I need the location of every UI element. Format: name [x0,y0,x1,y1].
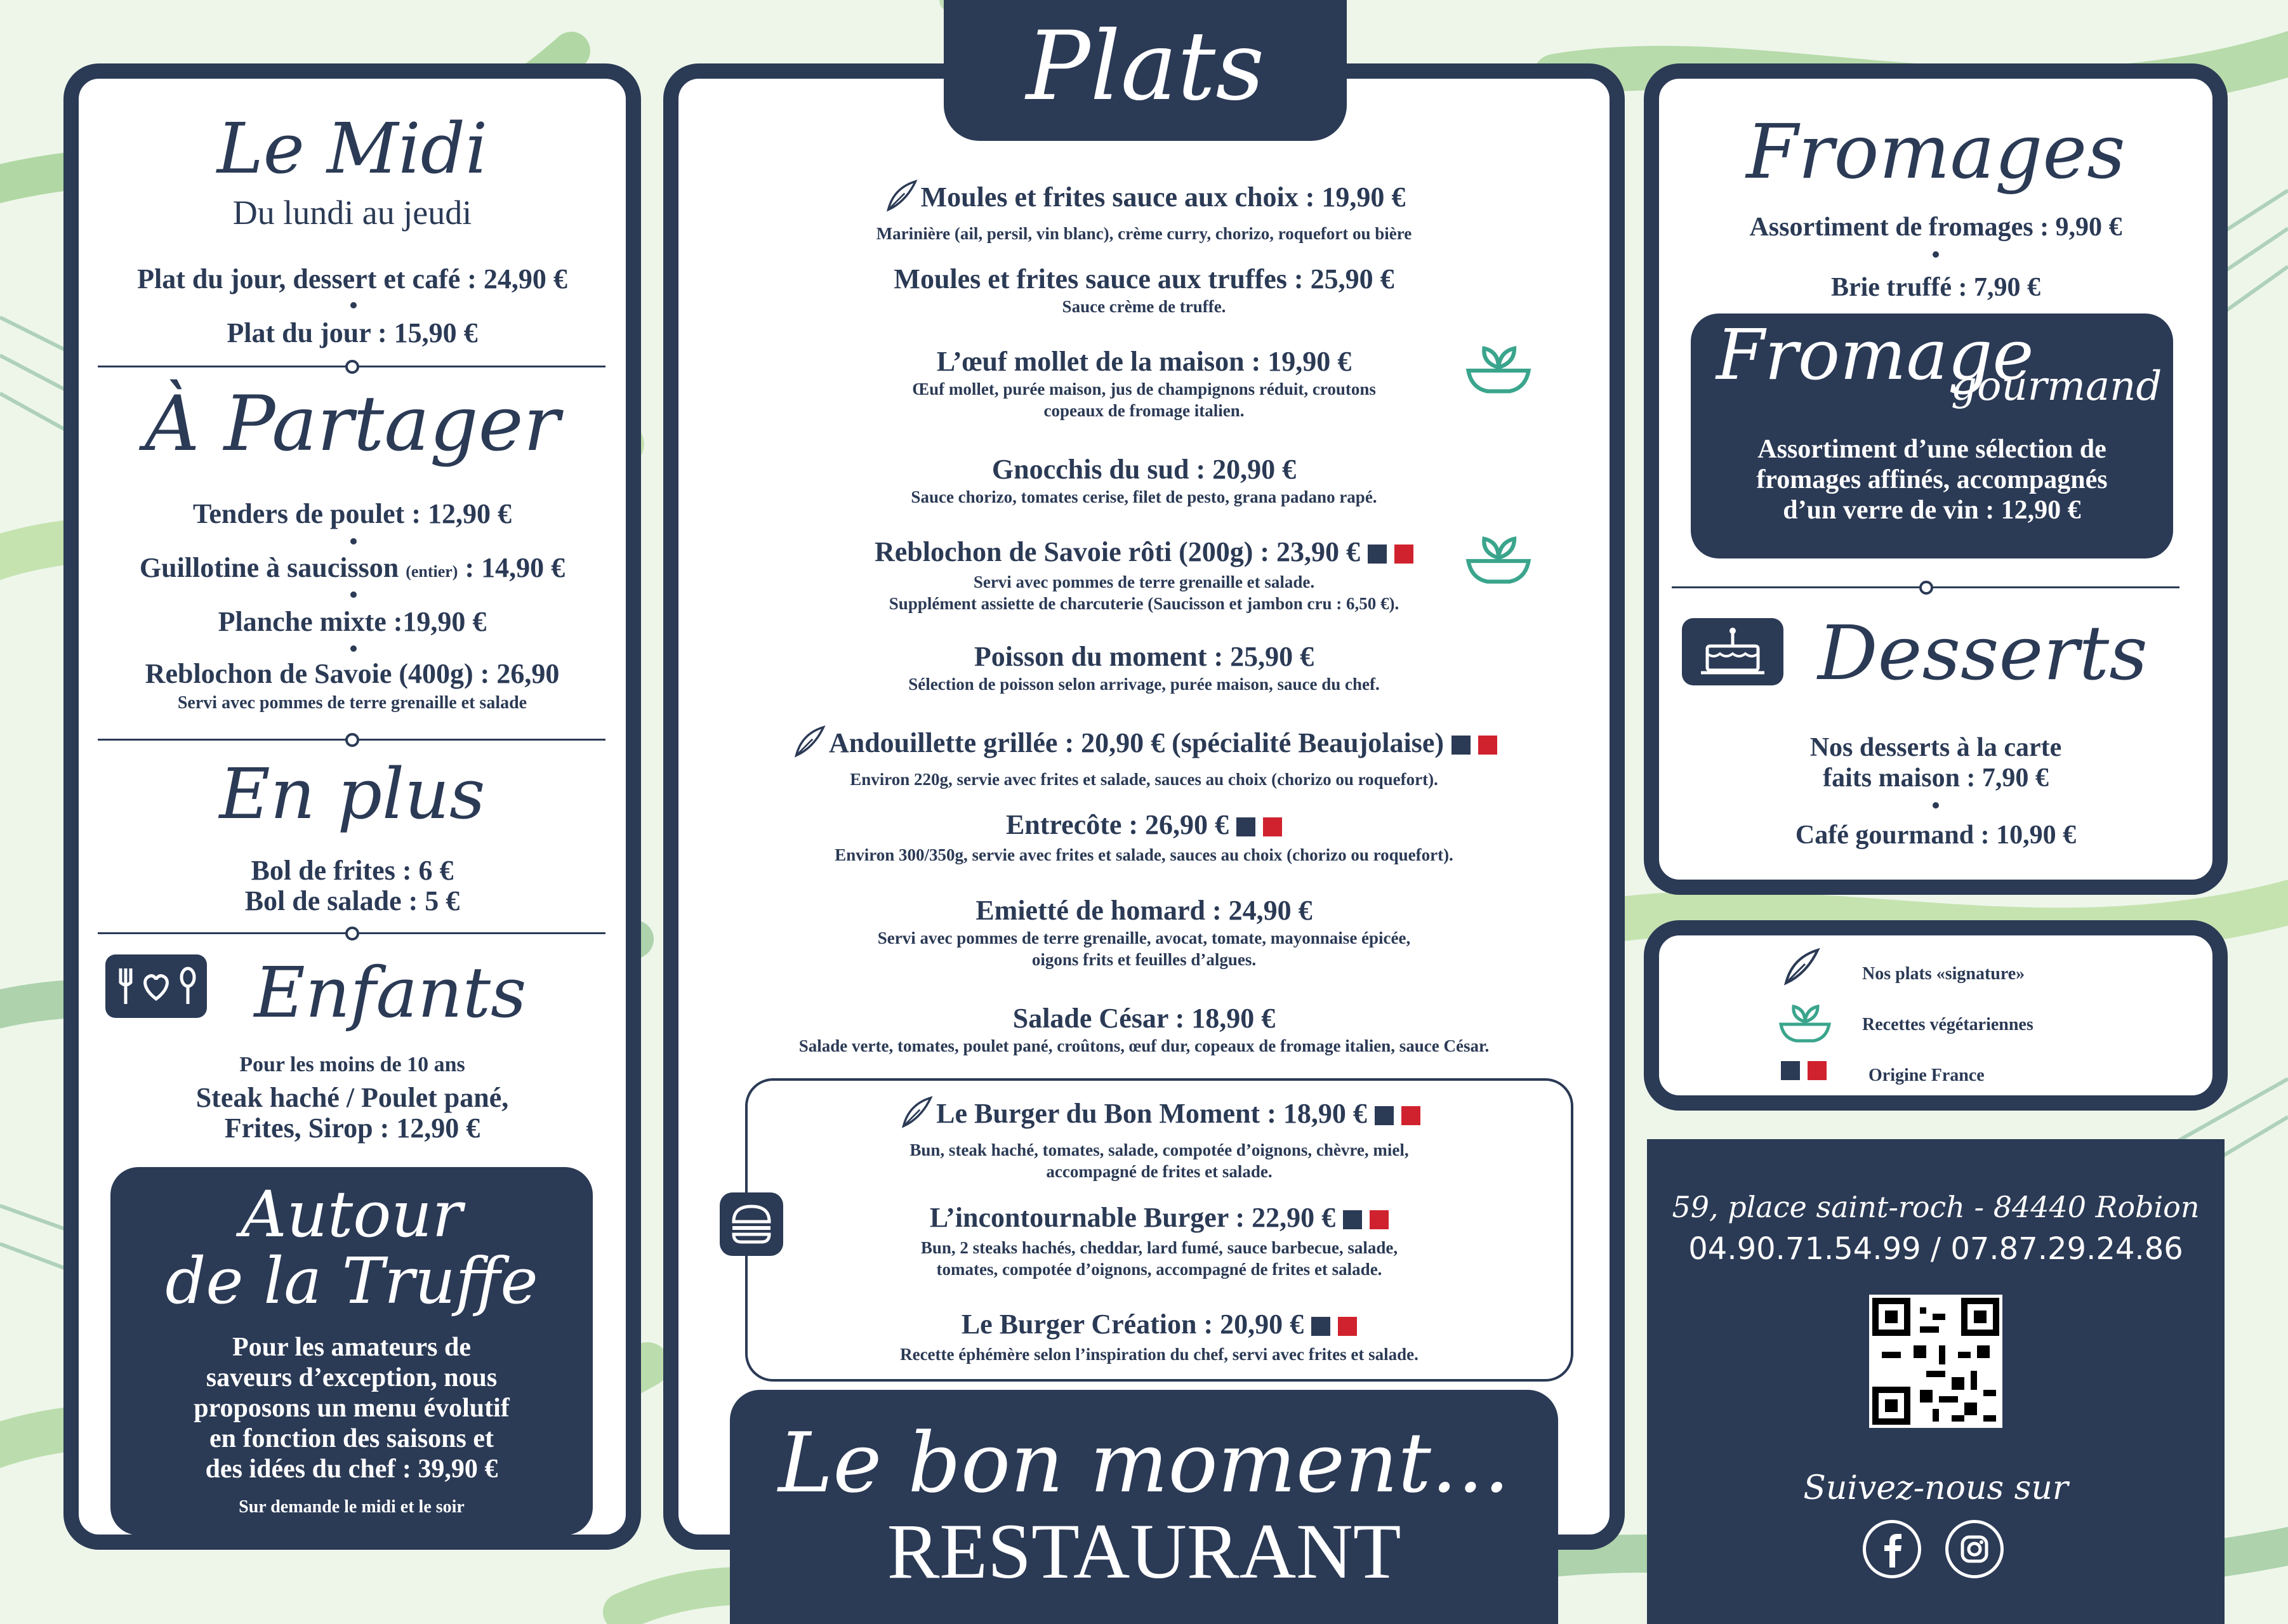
fromages-title: Fromages [1746,108,2126,195]
brand-subtitle: RESTAURANT [887,1508,1401,1595]
partager-title: À Partager [144,380,560,468]
left-panel [63,63,641,1550]
divider [98,739,605,741]
divider [1672,586,2179,588]
partager-item-price: : 14,90 € [458,552,565,583]
dish-description: Marinière (ail, persil, vin blanc), crème curry, chorizo, roquefort ou bière [876,224,1412,243]
legend-veg-label: Recettes végétariennes [1862,1015,2033,1034]
dish-name-text: Andouillette grillée : 20,90 € (spécialité Beaujolaise) [828,727,1445,759]
separator-dot [350,591,357,598]
fromage-gourmand-subtitle: gourmand [1951,363,2162,410]
dish-name-text: L’incontournable Burger : 22,90 € [929,1202,1336,1233]
dish-item [678,453,1610,508]
en-plus-item: Bol de frites : 6 € [251,855,454,886]
enfants-title: Enfants [254,952,527,1033]
vegetarian-bowl-icon [1773,999,1837,1050]
plats-title-tab [944,0,1347,141]
separator-dot [1933,251,1939,258]
dish-description: copeaux de fromage italien. [1043,401,1245,420]
dish-name [678,640,1610,673]
separator-dot [350,645,357,652]
contact-panel [1647,1139,2225,1624]
dish-name [678,453,1610,486]
fromages-desserts-panel [1644,63,2228,895]
dish-item [748,1093,1571,1182]
vegetarian-bowl-icon [1457,339,1540,406]
dish-name-text: Salade César : 18,90 € [1012,1003,1276,1034]
legend-signature-label: Nos plats «signature» [1862,964,2025,984]
partager-item: Reblochon de Savoie (400g) : 26,90 [145,658,560,689]
dish-item [678,723,1610,790]
dish-description: Sauce crème de truffe. [1062,297,1226,316]
vegetarian-bowl-icon [1457,529,1540,596]
midi-subtitle: Du lundi au jeudi [232,194,472,232]
truffe-note: Sur demande le midi et le soir [239,1497,465,1517]
dish-name-text: Le Burger du Bon Moment : 18,90 € [936,1098,1367,1130]
truffe-text: saveurs d’exception, nous [206,1363,498,1392]
dish-description: Environ 300/350g, servie avec frites et salade, sauces au choix (chorizo ou roquefort). [835,845,1453,864]
dish-name-text: Moules et frites sauce aux truffes : 25,90 € [894,263,1394,294]
enfants-line: Frites, Sirop : 12,90 € [224,1112,480,1144]
dish-name-text: Gnocchis du sud : 20,90 € [991,454,1297,485]
dish-item [678,177,1610,244]
dish-item [748,1201,1571,1280]
partager-item-small: (entier) [406,562,458,581]
separator-dot [350,538,357,545]
dish-description: Bun, 2 steaks hachés, cheddar, lard fumé, sauce barbecue, salade, [920,1238,1398,1257]
plats-panel [663,63,1625,1550]
partager-item: Tenders de poulet : 12,90 € [193,498,512,529]
dish-description: Bun, steak haché, tomates, salade, compotée d’oignons, chèvre, miel, [909,1140,1409,1159]
fromages-item: Assortiment de fromages : 9,90 € [1749,213,2122,242]
origin-france-flag-icon [1335,1204,1389,1237]
dish-name-text: L’œuf mollet de la maison : 19,90 € [936,346,1352,377]
midi-title: Le Midi [216,108,488,189]
dish-description: Recette éphémère selon l’inspiration du chef, servi avec frites et salade. [900,1344,1418,1364]
dish-name [748,1201,1571,1237]
enfants-note: Pour les moins de 10 ans [239,1053,465,1076]
dish-description: Environ 220g, servie avec frites et salade, sauces au choix (chorizo ou roquefort). [850,770,1438,789]
divider [98,932,605,934]
truffe-title: Autour [241,1177,463,1251]
origin-france-flag-icon [1367,1100,1420,1133]
fromages-item: Brie truffé : 7,90 € [1830,273,2041,302]
phone-numbers: 04.90.71.54.99 / 07.87.29.24.86 [1688,1231,2183,1267]
dish-name-text: Emietté de homard : 24,90 € [975,895,1313,926]
instagram-icon[interactable] [1945,1520,2004,1578]
dish-name [678,894,1610,927]
dish-description: Salade verte, tomates, poulet pané, croûtons, œuf dur, copeaux de fromage italien, sauce César. [798,1036,1490,1055]
burger-icon [720,1192,783,1256]
signature-quill-icon [1780,945,1824,989]
en-plus-item: Bol de salade : 5 € [244,885,460,916]
dish-description: Servi avec pommes de terre grenaille et salade. [973,572,1315,591]
dish-item [678,345,1610,421]
dish-name [748,1093,1571,1139]
dish-name-text: Moules et frites sauce aux choix : 19,90 € [920,182,1406,213]
truffe-title: de la Truffe [165,1244,538,1318]
signature-quill-icon [883,190,921,221]
burger-box [745,1078,1573,1382]
dish-description: Sélection de poisson selon arrivage, purée maison, sauce du chef. [908,675,1380,694]
partager-item-label: Guillotine à saucisson [139,552,399,583]
desserts-line: Nos desserts à la carte [1809,733,2062,762]
dish-name [748,1308,1571,1343]
dish-name-text: Poisson du moment : 25,90 € [974,641,1314,672]
brand-box [730,1390,1558,1624]
desserts-title: Desserts [1818,609,2148,697]
fromage-gourmand-box [1691,314,2173,558]
partager-item [79,551,626,584]
dish-description: Œuf mollet, purée maison, jus de champignons réduit, croutons [912,380,1376,399]
dish-item [678,640,1610,695]
dish-name [678,177,1610,223]
dish-name [678,809,1610,844]
enfants-line: Steak haché / Poulet pané, [195,1082,509,1113]
plats-title: Plats [1026,11,1265,122]
facebook-icon[interactable] [1863,1520,1921,1578]
address: 59, place saint-roch - 84440 Robion [1672,1190,2200,1224]
fromage-gourmand-text: Assortiment d’une sélection de [1757,435,2106,464]
dish-description: oigons frits et feuilles d’algues. [1031,950,1257,969]
truffe-text: Pour les amateurs de [232,1333,471,1362]
qr-code[interactable] [1869,1295,2002,1428]
dish-name [678,263,1610,296]
midi-item: Plat du jour : 15,90 € [227,317,478,348]
midi-item: Plat du jour, dessert et café : 24,90 € [137,263,567,294]
origin-france-flag-icon [1444,729,1497,762]
origin-france-flag-icon [1229,811,1282,844]
dish-description: Sauce chorizo, tomates cerise, filet de pesto, grana padano rapé. [911,487,1377,506]
truffe-text: proposons un menu évolutif [194,1394,510,1423]
dish-item [678,536,1610,614]
fromage-gourmand-title: Fromage [1716,314,2034,395]
dish-name-text: Le Burger Création : 20,90 € [961,1309,1304,1340]
origin-france-flag-icon [1360,538,1413,571]
dish-item [678,894,1610,970]
divider [98,366,605,367]
dish-description: accompagné de frites et salade. [1046,1162,1273,1181]
separator-dot [350,302,357,308]
truffe-text: en fonction des saisons et [209,1424,494,1453]
origin-france-flag-icon [1773,1061,1827,1083]
fromage-gourmand-text: d’un verre de vin : 12,90 € [1783,496,2081,525]
separator-dot [1933,802,1939,809]
brand-name: Le bon moment... [778,1415,1510,1511]
dish-item [678,1002,1610,1057]
en-plus-title: En plus [219,753,486,835]
cake-icon [1682,618,1783,685]
dish-description: tomates, compotée d’oignons, accompagné de frites et salade. [936,1259,1382,1279]
partager-item-desc: Servi avec pommes de terre grenaille et salade [177,693,527,713]
desserts-line: Café gourmand : 10,90 € [1795,821,2077,850]
legend-panel [1644,920,2228,1111]
dish-description: Supplément assiette de charcuterie (Saucisson et jambon cru : 6,50 €). [889,593,1399,613]
follow-us-label: Suivez-nous sur [1803,1469,2068,1507]
truffe-text: des idées du chef : 39,90 € [205,1455,498,1484]
dish-item [678,809,1610,866]
legend-france-label: Origine France [1868,1066,1985,1085]
dish-name [678,723,1610,769]
signature-quill-icon [898,1107,936,1138]
fromage-gourmand-text: fromages affinés, accompagnés [1756,465,2108,494]
dish-name [678,1002,1610,1035]
truffe-box [110,1167,593,1535]
signature-quill-icon [791,736,829,767]
desserts-line: faits maison : 7,90 € [1823,763,2049,793]
dish-item [678,263,1610,317]
partager-item: Planche mixte :19,90 € [218,606,487,637]
dish-description: Servi avec pommes de terre grenaille, avocat, tomate, mayonnaise épicée, [877,928,1411,947]
dish-item [748,1308,1571,1365]
origin-france-flag-icon [1304,1310,1357,1343]
dish-name-text: Entrecôte : 26,90 € [1005,809,1229,840]
dish-name-text: Reblochon de Savoie rôti (200g) : 23,90 € [874,536,1361,567]
